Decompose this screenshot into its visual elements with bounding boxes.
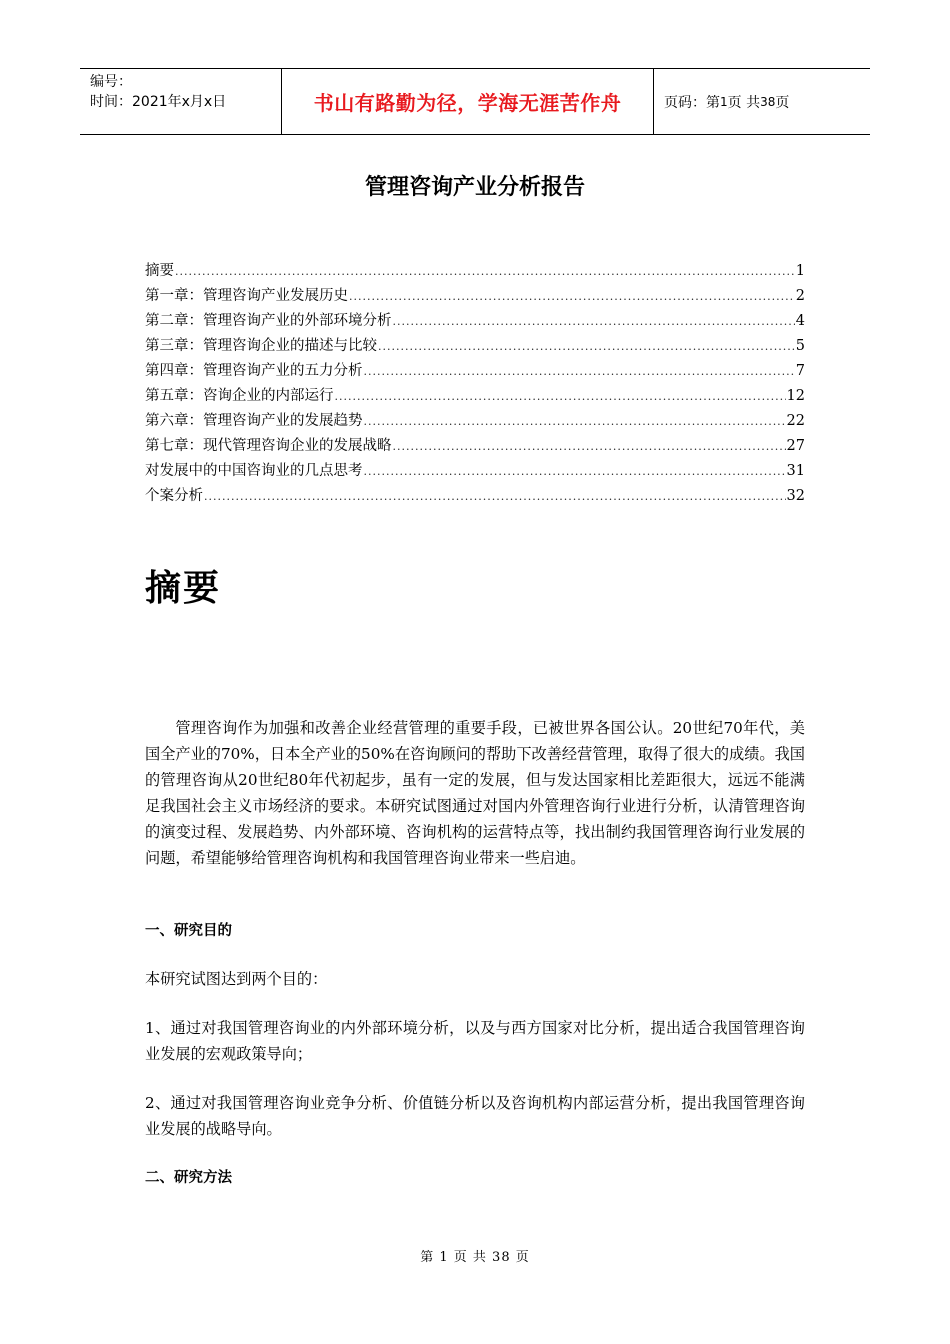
toc-item-page: 12 xyxy=(786,388,805,404)
page-header xyxy=(80,68,870,135)
toc-leader xyxy=(393,434,786,459)
toc-item[interactable] xyxy=(145,359,805,384)
toc-item-page: 31 xyxy=(786,463,805,479)
toc-item[interactable] xyxy=(145,259,805,284)
section-heading-method: 二、研究方法 xyxy=(145,1170,232,1186)
toc-item-title: 第四章：管理咨询产业的五力分析 xyxy=(145,363,363,379)
toc-item-title: 第五章：咨询企业的内部运行 xyxy=(145,388,334,404)
header-info-cell xyxy=(80,69,282,134)
toc-item-title: 个案分析 xyxy=(145,488,203,504)
purpose-item-1: 1、通过对我国管理咨询业的内外部环境分析，以及与西方国家对比分析，提出适合我国管理咨询业发展的宏观政策导向； xyxy=(145,1019,805,1063)
toc-item-title: 第二章：管理咨询产业的外部环境分析 xyxy=(145,313,392,329)
purpose-intro: 本研究试图达到两个目的： xyxy=(145,970,328,988)
toc-item-title: 第六章：管理咨询产业的发展趋势 xyxy=(145,413,363,429)
section-heading-purpose: 一、研究目的 xyxy=(145,923,232,939)
toc-leader xyxy=(364,459,786,484)
toc-item-title: 第一章：管理咨询产业发展历史 xyxy=(145,288,348,304)
toc-item[interactable] xyxy=(145,409,805,434)
toc-leader xyxy=(393,309,795,334)
toc-item-title: 第七章：现代管理咨询企业的发展战略 xyxy=(145,438,392,454)
abstract-paragraph: 管理咨询作为加强和改善企业经营管理的重要手段，已被世界各国公认。20世纪70年代，美国全产业的70%，日本全产业的50%在咨询顾问的帮助下改善经营管理，取得了很大的成绩。我国的管理咨询从20世纪80年代初起步，虽有一定的发展，但与发达国家相比差距很大，远远不能满足我国社会主义市场经济的要求。本研究试图通过对国内外管理咨询行业进行分析，认清管理咨询的演变过程、发展趋势、内外部环境、咨询机构的运营特点等，找出制约我国管理咨询行业发展的问题，希望能够给管理咨询机构和我国管理咨询业带来一些启迪。 xyxy=(145,719,805,867)
toc-item[interactable] xyxy=(145,284,805,309)
toc-item[interactable] xyxy=(145,459,805,484)
toc-leader xyxy=(364,359,795,384)
toc-item[interactable] xyxy=(145,334,805,359)
toc-leader xyxy=(204,484,786,509)
toc-item-page: 27 xyxy=(786,438,805,454)
toc-leader xyxy=(175,259,795,284)
toc-item-page: 32 xyxy=(786,488,805,504)
toc-item-title: 对发展中的中国咨询业的几点思考 xyxy=(145,463,363,479)
number-label: 编号： xyxy=(90,74,132,90)
page-footer: 第 1 页 共 38 页 xyxy=(420,1250,530,1265)
toc-item[interactable] xyxy=(145,434,805,459)
document-title: 管理咨询产业分析报告 xyxy=(364,175,585,200)
toc-item[interactable] xyxy=(145,484,805,509)
toc-leader xyxy=(349,284,795,309)
toc-leader xyxy=(335,384,786,409)
toc-item-title: 第三章：管理咨询企业的描述与比较 xyxy=(145,338,377,354)
toc-item-page: 7 xyxy=(795,363,805,379)
page-prefix: 页码：第 xyxy=(664,94,720,111)
purpose-item-2: 2、通过对我国管理咨询业竞争分析、价值链分析以及咨询机构内部运营分析，提出我国管理咨询业发展的战略导向。 xyxy=(145,1094,805,1138)
page-number: 1 xyxy=(720,94,728,109)
toc-leader xyxy=(378,334,795,359)
toc-item-page: 4 xyxy=(795,313,805,329)
header-motto: 书山有路勤为径，学海无涯苦作舟 xyxy=(282,69,654,134)
page-mid: 页 共 xyxy=(727,94,761,111)
toc-item[interactable] xyxy=(145,309,805,334)
abstract-heading: 摘要 xyxy=(145,568,222,609)
toc-item-page: 1 xyxy=(795,263,805,279)
toc-item[interactable] xyxy=(145,384,805,409)
toc-item-title: 摘要 xyxy=(145,263,174,279)
toc-leader xyxy=(364,409,786,434)
page-total: 38 xyxy=(760,94,776,109)
page-suffix: 页 xyxy=(775,94,790,111)
table-of-contents xyxy=(145,259,805,509)
date-label: 时间：2021年x月x日 xyxy=(90,94,227,110)
toc-item-page: 22 xyxy=(786,413,805,429)
toc-item-page: 5 xyxy=(795,338,805,354)
header-page-info xyxy=(654,69,870,134)
toc-item-page: 2 xyxy=(795,288,805,304)
